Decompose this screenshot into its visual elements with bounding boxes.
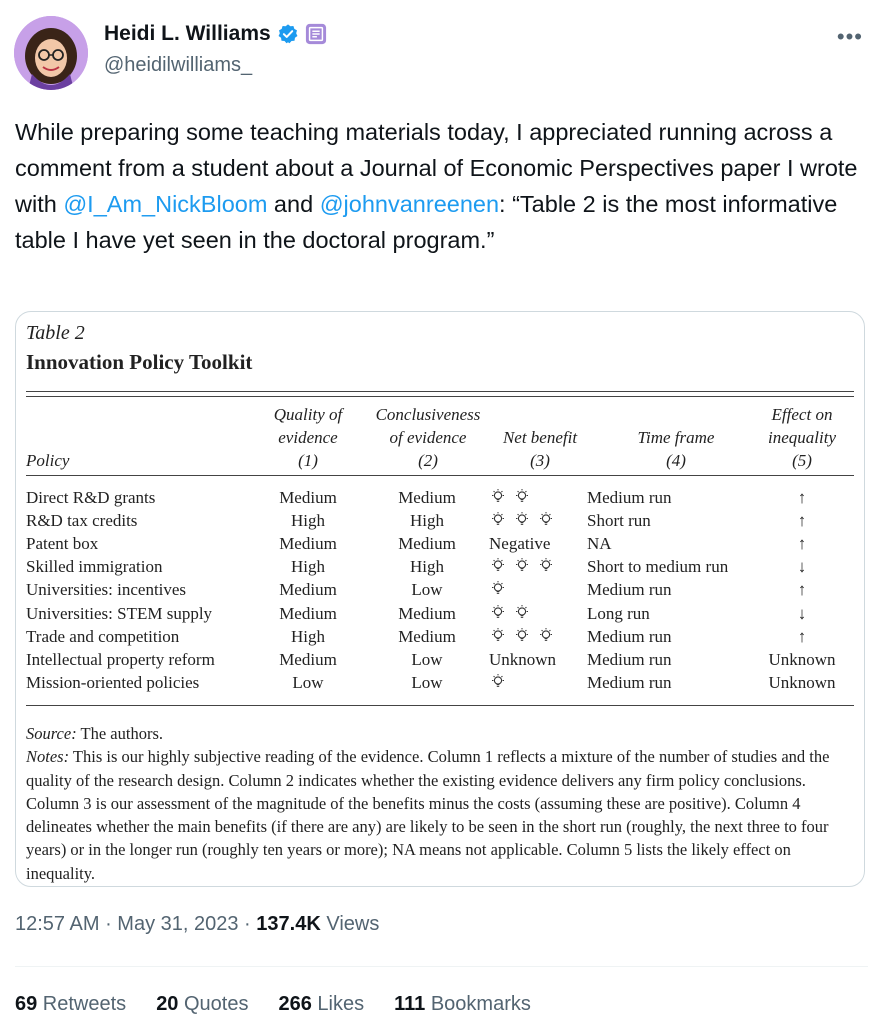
time-frame-cell: Medium run [587, 649, 672, 669]
lightbulb-icon [513, 488, 531, 511]
policy-cell: Universities: STEM supply [26, 603, 213, 623]
table-row [16, 580, 864, 603]
time-frame-cell: Medium run [587, 672, 672, 692]
net-benefit-bulbs [489, 557, 555, 580]
table-row [16, 627, 864, 650]
policy-cell: Intellectual property reform [26, 649, 215, 669]
net-benefit-cell [489, 673, 507, 696]
net-benefit-cell [489, 488, 531, 511]
quality-cell: Medium [279, 603, 337, 623]
author-name[interactable]: Heidi L. Williams [104, 22, 271, 45]
net-benefit-cell [489, 580, 507, 603]
tweet-time[interactable]: 12:57 AM [15, 913, 100, 935]
lightbulb-icon [513, 604, 531, 627]
mention-link[interactable]: @I_Am_NickBloom [63, 191, 268, 217]
likes-count: 266 [278, 993, 312, 1015]
notes-text: This is our highly subjective reading of the evidence. Column 1 reflects a mixture of the number of studies and the quality of the research design. Column 2 indicates whether the existing evidence delivers any firm policy conclusions. Column 3 is our assessment of the magnitude of the benefits minus the costs (assuming these are positive). Column 4 delineates whether the main benefits (if there are any) are likely to be seen in the short run (roughly, the next three to four years) or in the longer run (roughly ten years or more); NA means not applicable. Column 5 lists the likely effect on inequality. [26, 747, 830, 883]
policy-cell: Trade and competition [26, 626, 180, 646]
header-text: (2) [418, 451, 438, 470]
likes-stat[interactable] [278, 993, 364, 1016]
lightbulb-icon [489, 488, 507, 511]
bookmarks-label: Bookmarks [425, 993, 531, 1015]
conclusiveness-cell: Low [411, 649, 443, 669]
engagement-stats [15, 993, 531, 1016]
time-frame-cell: Short run [587, 511, 651, 531]
retweets-label: Retweets [37, 993, 127, 1015]
table-row [16, 650, 864, 673]
conclusiveness-cell: Medium [398, 488, 456, 507]
views-count: 137.4K [256, 913, 321, 935]
inequality-cell: Unknown [768, 649, 836, 669]
header-inequality [756, 403, 848, 472]
lightbulb-icon [489, 627, 507, 650]
source-text: The authors. [76, 724, 164, 743]
time-frame-cell: Medium run [587, 580, 672, 600]
header-text: of evidence [389, 428, 467, 447]
table-row [16, 557, 864, 580]
table-row [16, 534, 864, 557]
quality-cell: High [291, 557, 325, 577]
net-benefit-bulbs [489, 511, 555, 534]
quotes-count: 20 [156, 993, 179, 1015]
time-frame-cell: NA [587, 534, 612, 554]
inequality-cell: Unknown [768, 672, 836, 692]
quotes-label: Quotes [178, 993, 249, 1015]
net-benefit-bulbs [489, 604, 531, 627]
quality-cell: Medium [279, 580, 337, 600]
retweets-count: 69 [15, 993, 38, 1015]
header-net-benefit [490, 426, 590, 472]
lightbulb-icon [513, 627, 531, 650]
table-rule [26, 705, 854, 706]
lightbulb-icon [489, 604, 507, 627]
tweet-media-image[interactable] [15, 311, 865, 887]
tweet-text-part: and [267, 191, 320, 217]
table-row [16, 673, 864, 696]
lightbulb-icon [537, 511, 555, 534]
net-benefit-bulbs [489, 580, 507, 603]
net-benefit-cell [489, 627, 555, 650]
conclusiveness-cell: Medium [398, 603, 456, 623]
header-text: (5) [792, 451, 812, 470]
time-frame-cell: Medium run [587, 488, 672, 507]
policy-cell: R&D tax credits [26, 511, 138, 531]
quality-cell: High [291, 626, 325, 646]
bookmarks-count: 111 [394, 993, 426, 1015]
header-text: (4) [666, 451, 686, 470]
conclusiveness-cell: High [410, 557, 444, 577]
time-frame-cell: Short to medium run [587, 557, 729, 577]
table-row [16, 511, 864, 534]
header-text: evidence [278, 428, 338, 447]
quality-cell: Medium [279, 534, 337, 554]
time-frame-cell: Medium run [587, 626, 672, 646]
inequality-cell: ↑ [797, 511, 807, 531]
lightbulb-icon [513, 511, 531, 534]
notes-line [26, 745, 856, 885]
table-rule [26, 391, 854, 392]
inequality-cell: ↑ [797, 488, 807, 507]
header-text: (3) [530, 451, 550, 470]
conclusiveness-cell: High [410, 511, 444, 531]
net-benefit-cell [489, 604, 531, 627]
lightbulb-icon [513, 557, 531, 580]
table-label: Table 2 [26, 322, 85, 344]
quality-cell: Medium [279, 649, 337, 669]
quality-cell: Low [292, 672, 324, 692]
author-handle[interactable]: @heidilwilliams_ [104, 54, 253, 76]
time-frame-cell: Long run [587, 603, 650, 623]
header-text: Net benefit [502, 428, 578, 447]
retweets-stat[interactable] [15, 993, 126, 1016]
policy-cell: Mission-oriented policies [26, 672, 200, 692]
header-policy: Policy [26, 451, 70, 470]
source-line [26, 722, 856, 745]
header-text: Conclusiveness [375, 405, 481, 424]
tweet-meta [15, 913, 379, 936]
avatar[interactable] [14, 16, 88, 90]
table-row [16, 488, 864, 511]
conclusiveness-cell: Low [411, 580, 443, 600]
inequality-cell: ↓ [797, 603, 807, 623]
tweet-date[interactable]: May 31, 2023 [117, 913, 239, 935]
meta-separator: · [99, 913, 118, 935]
quality-cell: High [291, 511, 325, 531]
table-rule [26, 475, 854, 476]
net-benefit-cell [489, 557, 555, 580]
net-benefit-bulbs [489, 673, 507, 696]
net-benefit-cell: Unknown [489, 649, 557, 669]
lightbulb-icon [537, 627, 555, 650]
lightbulb-icon [489, 673, 507, 696]
header-text: Time frame [637, 428, 715, 447]
divider [15, 966, 868, 967]
policy-cell: Skilled immigration [26, 557, 163, 577]
inequality-cell: ↑ [797, 534, 807, 554]
net-benefit-cell [489, 511, 555, 534]
policy-cell: Direct R&D grants [26, 488, 156, 507]
policy-cell: Universities: incentives [26, 580, 187, 600]
lightbulb-icon [489, 511, 507, 534]
conclusiveness-cell: Medium [398, 626, 456, 646]
more-options-icon[interactable]: ••• [836, 24, 863, 49]
tweet-text-part: While preparing some teaching materials today, I appreciated running across a comment from a student about a Journal of Economic Perspectives paper I wrote with [15, 119, 858, 217]
notes-label: Notes: [26, 747, 70, 767]
lightbulb-icon [489, 580, 507, 603]
table-row [16, 604, 864, 627]
quality-cell: Medium [279, 488, 337, 507]
inequality-cell: ↓ [797, 557, 807, 577]
table-rule [26, 396, 854, 397]
conclusiveness-cell: Medium [398, 534, 456, 554]
tweet-text [15, 114, 870, 258]
header-text: (1) [298, 451, 318, 470]
policy-cell: Patent box [26, 534, 99, 554]
likes-label: Likes [311, 993, 365, 1015]
net-benefit-bulbs [489, 488, 531, 511]
header-time-frame [626, 426, 726, 472]
table-title: Innovation Policy Toolkit [26, 350, 253, 374]
net-benefit-cell: Negative [489, 534, 551, 554]
inequality-cell: ↑ [797, 626, 807, 646]
views-label: Views [320, 913, 380, 935]
header-text: inequality [768, 428, 836, 447]
source-label: Source: [26, 724, 77, 743]
lightbulb-icon [489, 557, 507, 580]
author-name-row [104, 22, 327, 46]
header-quality [252, 403, 364, 472]
conclusiveness-cell: Low [411, 672, 443, 692]
header-conclusiveness [366, 403, 490, 472]
net-benefit-bulbs [489, 627, 555, 650]
header-text: Effect on [771, 405, 833, 424]
tweet-text-part: : “Table 2 is the most informative table I have yet seen in the doctoral program.” [15, 191, 838, 253]
lightbulb-icon [537, 557, 555, 580]
mention-link[interactable]: @johnvanreenen [319, 191, 500, 217]
inequality-cell: ↑ [797, 580, 807, 600]
meta-separator: · [238, 913, 257, 935]
verified-badge-icon[interactable] [277, 23, 299, 45]
bookmarks-stat[interactable] [394, 993, 531, 1016]
header-text: Quality of [273, 405, 343, 424]
quotes-stat[interactable] [156, 993, 248, 1016]
affiliate-badge-icon[interactable] [305, 23, 327, 45]
table-notes [26, 722, 856, 885]
